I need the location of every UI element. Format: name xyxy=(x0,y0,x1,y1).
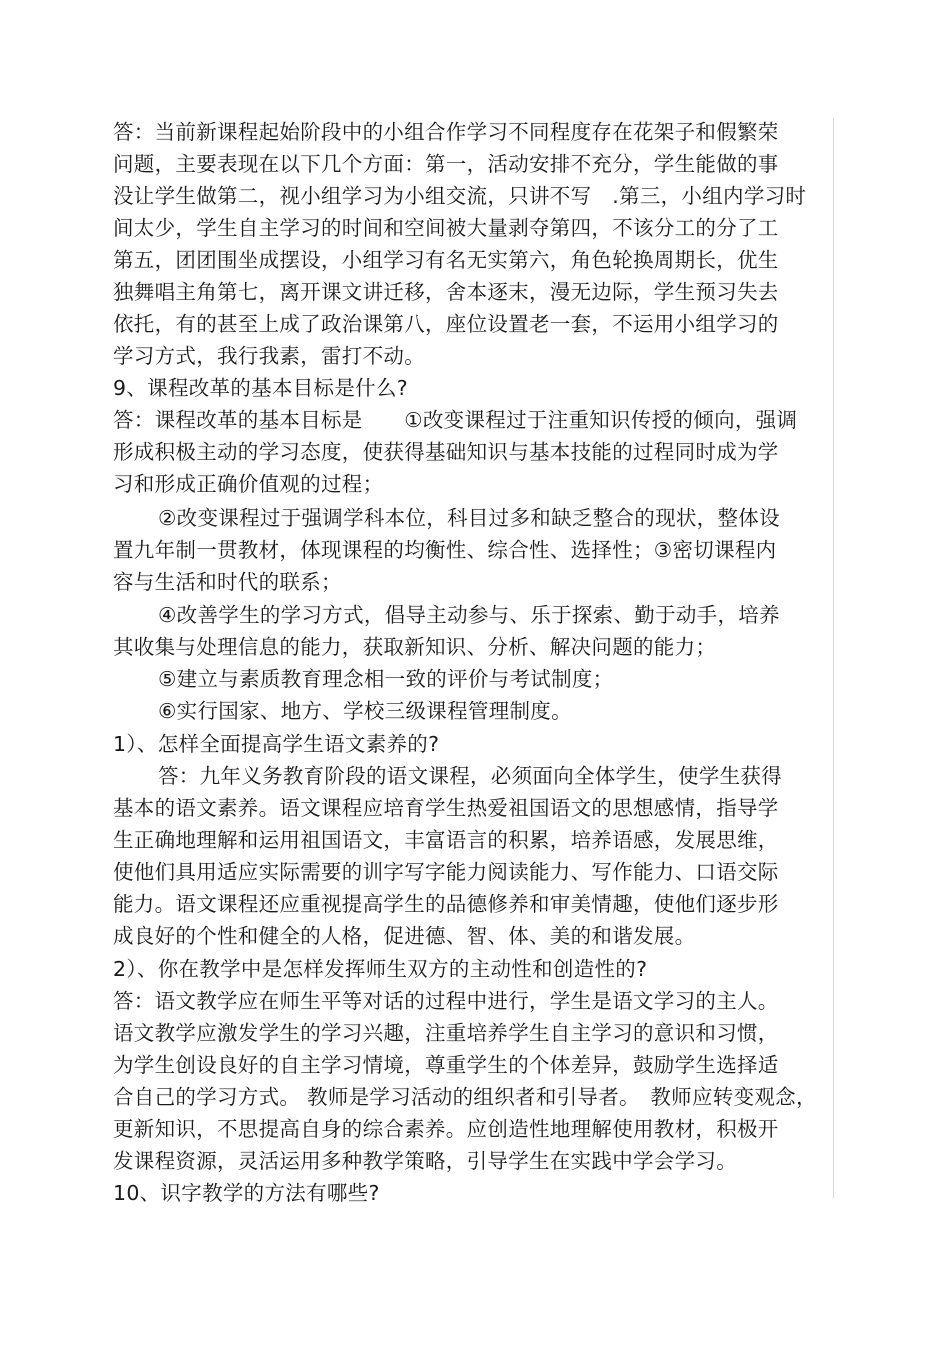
question-9-heading: 9、课程改革的基本目标是什么? xyxy=(113,376,408,400)
margin-rule xyxy=(833,118,834,1198)
answer-9-item-4-line-1: ④改善学生的学习方式，倡导主动参与、乐于探索、勤于动手，培养 xyxy=(158,603,780,627)
question-10-heading: 10、识字教学的方法有哪些? xyxy=(113,1181,380,1205)
answer-9-line-2: 形成积极主动的学习态度，使获得基础知识与基本技能的过程同时成为学 xyxy=(113,440,779,464)
answer-9-line-3: 习和形成正确价值观的过程； xyxy=(113,472,384,496)
answer-8-line-4: 间太少，学生自主学习的时间和空间被大量剥夺第四，不该分工的分了工 xyxy=(113,216,779,240)
answer-8-line-1: 答：当前新课程起始阶段中的小组合作学习不同程度存在花架子和假繁荣 xyxy=(113,120,779,144)
answer-9-item-6: ⑥实行国家、地方、学校三级课程管理制度。 xyxy=(158,699,572,723)
answer-sub-2-line-1: 答：语文教学应在师生平等对话的过程中进行，学生是语文学习的主人。 xyxy=(113,989,779,1013)
answer-sub-2-line-6: 发课程资源，灵活运用多种教学策略，引导学生在实践中学会学习。 xyxy=(113,1149,737,1173)
answer-sub-1-line-6: 成良好的个性和健全的人格，促进德、智、体、美的和谐发展。 xyxy=(113,924,696,948)
answer-sub-1-line-2: 基本的语文素养。语文课程应培育学生热爱祖国语文的思想感情，指导学 xyxy=(113,796,779,820)
answer-9-item-5: ⑤建立与素质教育理念相一致的评价与考试制度； xyxy=(158,667,614,691)
answer-9-item-2-line-3: 容与生活和时代的联系； xyxy=(113,570,342,594)
answer-sub-1-line-4: 使他们具用适应实际需要的训字写字能力阅读能力、写作能力、口语交际 xyxy=(113,860,779,884)
answer-9-item-4-line-2: 其收集与处理信息的能力，获取新知识、分析、解决问题的能力； xyxy=(113,635,717,659)
answer-8-line-2: 问题，主要表现在以下几个方面：第一，活动安排不充分，学生能做的事 xyxy=(113,152,779,176)
answer-8-line-5: 第五，团团围坐成摆设，小组学习有名无实第六，角色轮换周期长，优生 xyxy=(113,248,779,272)
answer-9-item-2-line-1: ②改变课程过于强调学科本位，科目过多和缺乏整合的现状，整体设 xyxy=(158,506,780,530)
answer-sub-2-line-4: 合自己的学习方式。 教师是学习活动的组织者和引导者。 教师应转变观念， xyxy=(113,1085,817,1109)
answer-sub-2-line-2: 语文教学应激发学生的学习兴趣，注重培养学生自主学习的意识和习惯， xyxy=(113,1021,779,1045)
answer-8-line-7: 依托，有的甚至上成了政治课第八，座位设置老一套，不运用小组学习的 xyxy=(113,312,779,336)
question-sub-1-heading: 1）、怎样全面提高学生语文素养的? xyxy=(113,732,440,756)
answer-8-line-8: 学习方式，我行我素，雷打不动。 xyxy=(113,344,425,368)
answer-sub-1-line-1: 答：九年义务教育阶段的语文课程，必须面向全体学生，使学生获得 xyxy=(158,764,782,788)
question-sub-2-heading: 2）、你在教学中是怎样发挥师生双方的主动性和创造性的? xyxy=(113,957,648,981)
answer-9-line-1: 答：课程改革的基本目标是 ①改变课程过于注重知识传授的倾向，强调 xyxy=(113,408,798,432)
answer-9-item-2-line-2: 置九年制一贯教材，体现课程的均衡性、综合性、选择性；③密切课程内 xyxy=(113,538,777,562)
answer-sub-1-line-3: 生正确地理解和运用祖国语文，丰富语言的积累，培养语感，发展思维， xyxy=(113,828,779,852)
answer-sub-1-line-5: 能力。语文课程还应重视提高学生的品德修养和审美情趣，使他们逐步形 xyxy=(113,892,779,916)
answer-sub-2-line-3: 为学生创设良好的自主学习情境，尊重学生的个体差异，鼓励学生选择适 xyxy=(113,1053,779,1077)
answer-sub-2-line-5: 更新知识，不思提高自身的综合素养。应创造性地理解使用教材，积极开 xyxy=(113,1117,779,1141)
answer-8-line-3: 没让学生做第二，视小组学习为小组交流，只讲不写 .第三，小组内学习时 xyxy=(113,184,807,208)
answer-8-line-6: 独舞唱主角第七，离开课文讲迁移，舍本逐末，漫无边际，学生预习失去 xyxy=(113,280,779,304)
